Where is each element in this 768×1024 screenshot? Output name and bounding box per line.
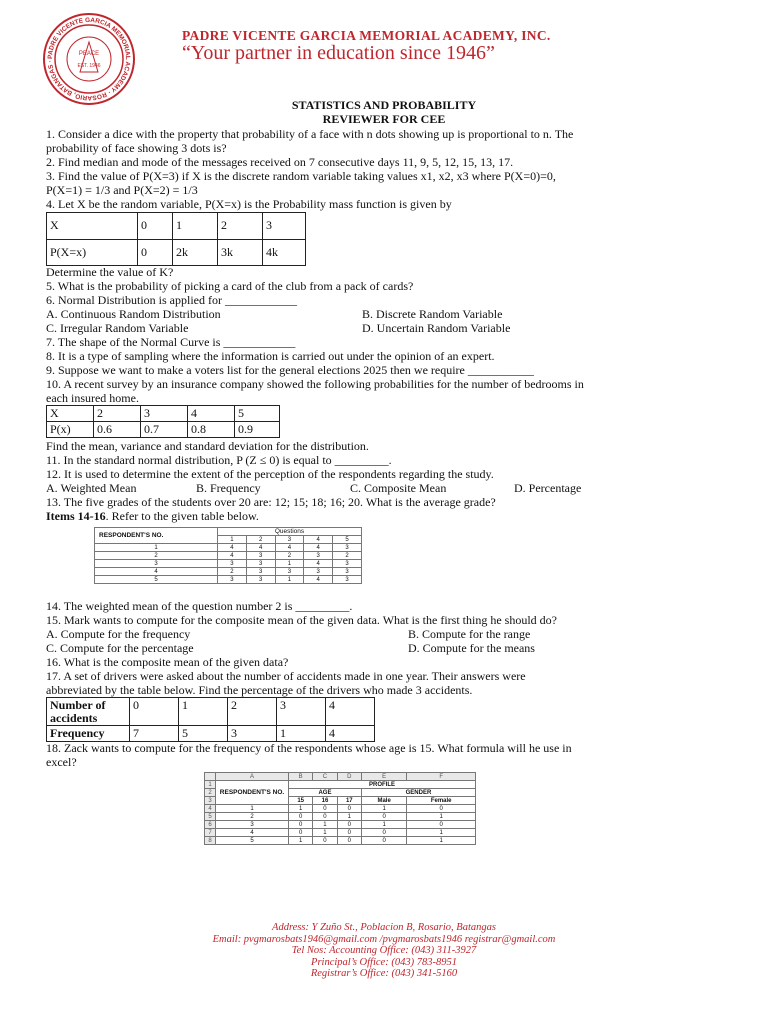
question-2: 2. Find median and mode of the messages received on 7 consecutive days 11, 9, 5, 12, 15, 13, 17.: [46, 155, 514, 169]
table-cell: 1: [173, 213, 218, 240]
question-15: 15. Mark wants to compute for the composite mean of the given data. What is the first thing he should do?: [46, 613, 557, 627]
table-cell: 1: [275, 576, 304, 584]
svg-text:PEACE: PEACE: [78, 51, 100, 57]
question-9: 9. Suppose we want to make a voters list for the general elections 2025 then we require ___________: [46, 363, 534, 377]
table-cell: 2k: [173, 239, 218, 266]
table-cell: 3: [218, 560, 247, 568]
question-8: 8. It is a type of sampling where the information is carried out under the opinion of an expert.: [46, 349, 495, 363]
table-cell: 1: [361, 805, 406, 813]
question-10-followup: Find the mean, variance and standard deviation for the distribution.: [46, 439, 369, 453]
question-18-line-1: 18. Zack wants to compute for the frequency of the respondents whose age is 15. What formula will he use in: [46, 741, 572, 755]
table-cell: 2: [228, 698, 277, 726]
row-number: 5: [205, 813, 216, 821]
table-header: RESPONDENT'S NO.: [95, 528, 218, 544]
table-header: RESPONDENT'S NO.: [216, 781, 289, 805]
table-cell: P(X=x): [47, 239, 138, 266]
table-cell: 0: [289, 821, 313, 829]
table-cell: 3k: [218, 239, 263, 266]
table-cell: 0: [407, 821, 476, 829]
respondents-questions-table: [94, 527, 362, 584]
table-header: Frequency: [47, 726, 130, 742]
question-1-line-2: probability of face showing 3 dots is?: [46, 141, 227, 155]
row-number: 1: [205, 781, 216, 789]
table-cell: 2: [218, 213, 263, 240]
column-letter: E: [361, 773, 406, 781]
table-cell: 3: [333, 560, 362, 568]
table-cell: 0: [337, 837, 361, 845]
table-cell: 4: [326, 698, 375, 726]
table-cell: 1: [407, 837, 476, 845]
question-11: 11. In the standard normal distribution, P (Z ≤ 0) is equal to _________.: [46, 453, 392, 467]
footer-address: Address: Y Zuño St., Poblacion B, Rosario, Batangas: [272, 922, 496, 933]
question-10-line-2: each insured home.: [46, 391, 139, 405]
table-cell: 3: [246, 560, 275, 568]
table-cell: 3: [141, 406, 188, 422]
school-seal-logo: [42, 12, 136, 106]
table-cell: 2: [95, 552, 218, 560]
items-14-16-intro: [46, 509, 259, 523]
table-cell: 0: [337, 821, 361, 829]
footer-contact: [0, 922, 768, 980]
table-cell: 4: [188, 406, 235, 422]
table-cell: 4: [218, 552, 247, 560]
table-cell: P(x): [47, 422, 94, 438]
table-cell: 0: [138, 213, 173, 240]
table-header: [47, 698, 130, 726]
document-subtitle: REVIEWER FOR CEE: [322, 112, 446, 126]
items-instruction: . Refer to the given table below.: [105, 509, 259, 523]
table-cell: 0.6: [94, 422, 141, 438]
table-header: PROFILE: [289, 781, 476, 789]
question-15-option-b: B. Compute for the range: [408, 627, 531, 641]
question-6-option-c: C. Irregular Random Variable: [46, 321, 189, 335]
accidents-table: [46, 697, 375, 742]
table-cell: 1: [313, 829, 337, 837]
question-14: 14. The weighted mean of the question number 2 is _________.: [46, 599, 353, 613]
table-cell: 0: [361, 829, 406, 837]
footer-email: Email: pvgmarosbats1946@gmail.com /pvgmarosbats1946 registrar@gmail.com: [212, 933, 556, 945]
question-12-option-d: D. Percentage: [514, 481, 582, 495]
column-letter: F: [407, 773, 476, 781]
table-header: 16: [313, 797, 337, 805]
table-cell: 3: [246, 552, 275, 560]
table-cell: 4: [326, 726, 375, 742]
table-cell: 2: [246, 536, 275, 544]
question-6-option-a: A. Continuous Random Distribution: [46, 307, 221, 321]
table-cell: 4: [275, 544, 304, 552]
document-title: STATISTICS AND PROBABILITY: [291, 98, 477, 112]
table-cell: 3: [275, 536, 304, 544]
column-letter: A: [216, 773, 289, 781]
table-cell: 4k: [263, 239, 306, 266]
table-cell: 1: [289, 805, 313, 813]
table-cell: 2: [333, 552, 362, 560]
question-17-line-2: abbreviated by the table below. Find the percentage of the drivers who made 3 accidents.: [46, 683, 473, 697]
table-cell: 1: [216, 805, 289, 813]
question-5: 5. What is the probability of picking a card of the club from a pack of cards?: [46, 279, 414, 293]
table-cell: 3: [246, 568, 275, 576]
table-header: Questions: [218, 528, 362, 536]
question-12: 12. It is used to determine the extent of the perception of the respondents regarding the study.: [46, 467, 494, 481]
table-cell: 2: [275, 552, 304, 560]
question-15-option-a: A. Compute for the frequency: [46, 627, 191, 641]
table-cell: X: [47, 406, 94, 422]
question-15-option-c: C. Compute for the percentage: [46, 641, 194, 655]
table-cell: 3: [218, 576, 247, 584]
table-cell: 5: [333, 536, 362, 544]
footer-registrar-phone: Registrar’s Office: (043) 341-5160: [310, 968, 458, 980]
row-number: 4: [205, 805, 216, 813]
table-cell: 1: [218, 536, 247, 544]
table-cell: 4: [95, 568, 218, 576]
table-cell: 0: [289, 813, 313, 821]
table-header: Male: [361, 797, 406, 805]
table-cell: 3: [304, 552, 333, 560]
table-cell: 4: [304, 536, 333, 544]
table-cell: 3: [246, 576, 275, 584]
footer-principal-phone: Principal’s Office: (043) 783-8951: [311, 956, 457, 968]
table-cell: 0: [361, 837, 406, 845]
table-cell: 1: [313, 821, 337, 829]
question-12-option-a: A. Weighted Mean: [46, 481, 137, 495]
table-cell: 3: [263, 213, 306, 240]
table-cell: 5: [216, 837, 289, 845]
table-cell: 1: [275, 560, 304, 568]
table-header: 15: [289, 797, 313, 805]
table-cell: X: [47, 213, 138, 240]
table-cell: 0: [138, 239, 173, 266]
question-6-option-b: B. Discrete Random Variable: [362, 307, 503, 321]
table-cell: 3: [95, 560, 218, 568]
table-cell: 1: [407, 813, 476, 821]
question-18-line-2: excel?: [46, 755, 77, 769]
table-cell: 3: [228, 726, 277, 742]
table-cell: 4: [304, 560, 333, 568]
table-cell: 0.9: [235, 422, 280, 438]
items-label: Items 14-16: [46, 509, 106, 523]
table-cell: 1: [361, 821, 406, 829]
table-cell: 2: [216, 813, 289, 821]
question-4-followup: Determine the value of K?: [46, 265, 174, 279]
table-header: GENDER: [361, 789, 475, 797]
question-12-option-c: C. Composite Mean: [350, 481, 447, 495]
table-cell: 3: [333, 544, 362, 552]
column-letter: B: [289, 773, 313, 781]
question-4: 4. Let X be the random variable, P(X=x) is the Probability mass function is given by: [46, 197, 452, 211]
table-cell: 0.7: [141, 422, 188, 438]
question-1-line-1: 1. Consider a dice with the property that probability of a face with n dots showing up is proportional to n. The: [46, 127, 574, 141]
excel-profile-table: [204, 772, 476, 845]
header-line: Number of: [50, 697, 106, 712]
probability-table: [46, 405, 280, 438]
table-header: AGE: [289, 789, 362, 797]
header-line: accidents: [50, 710, 98, 725]
table-cell: 0: [313, 805, 337, 813]
table-cell: 1: [407, 829, 476, 837]
table-cell: 5: [95, 576, 218, 584]
question-7: 7. The shape of the Normal Curve is ____________: [46, 335, 296, 349]
question-6: 6. Normal Distribution is applied for ____________: [46, 293, 297, 307]
table-cell: 1: [289, 837, 313, 845]
question-12-option-b: B. Frequency: [196, 481, 261, 495]
table-cell: 1: [337, 813, 361, 821]
table-cell: 0: [361, 813, 406, 821]
table-cell: 3: [333, 576, 362, 584]
table-cell: 3: [216, 821, 289, 829]
table-cell: 0: [407, 805, 476, 813]
column-letter: D: [337, 773, 361, 781]
table-cell: 4: [216, 829, 289, 837]
question-3-line-2: P(X=1) = 1/3 and P(X=2) = 1/3: [46, 183, 198, 197]
corner-cell: [205, 773, 216, 781]
table-cell: 2: [218, 568, 247, 576]
table-cell: 0: [337, 829, 361, 837]
table-cell: 4: [304, 544, 333, 552]
row-number: 6: [205, 821, 216, 829]
table-cell: 1: [95, 544, 218, 552]
question-13: 13. The five grades of the students over 20 are: 12; 15; 18; 16; 20. What is the average grade?: [46, 495, 496, 509]
table-cell: 0: [289, 829, 313, 837]
table-cell: 1: [277, 726, 326, 742]
school-name: PADRE VICENTE GARCIA MEMORIAL ACADEMY, INC.: [182, 28, 551, 43]
table-cell: 7: [130, 726, 179, 742]
question-3-line-1: 3. Find the value of P(X=3) if X is the discrete random variable taking values x1, x2, x3 where P(X=0)=0,: [46, 169, 556, 183]
table-cell: 0: [313, 837, 337, 845]
table-cell: 3: [275, 568, 304, 576]
table-cell: 0: [130, 698, 179, 726]
row-number: 3: [205, 797, 216, 805]
table-cell: 3: [277, 698, 326, 726]
pmf-table: [46, 212, 306, 266]
question-10-line-1: 10. A recent survey by an insurance company showed the following probabilities for the number of bedrooms in: [46, 377, 584, 391]
svg-text:EST. 1946: EST. 1946: [77, 63, 101, 69]
school-tagline: “Your partner in education since 1946”: [182, 42, 495, 64]
table-cell: 0: [313, 813, 337, 821]
table-cell: 0.8: [188, 422, 235, 438]
table-cell: 5: [235, 406, 280, 422]
table-header: 17: [337, 797, 361, 805]
svg-text:PADRE VICENTE GARCIA MEMORIAL: PADRE VICENTE GARCIA MEMORIAL ACADEMY · ROSARIO, BATANGAS ·: [46, 16, 132, 102]
row-number: 8: [205, 837, 216, 845]
row-number: 2: [205, 789, 216, 797]
table-cell: 3: [304, 568, 333, 576]
table-cell: 1: [179, 698, 228, 726]
table-cell: 3: [333, 568, 362, 576]
table-header: Female: [407, 797, 476, 805]
question-15-option-d: D. Compute for the means: [408, 641, 535, 655]
question-16: 16. What is the composite mean of the given data?: [46, 655, 289, 669]
table-cell: 0: [337, 805, 361, 813]
table-cell: 4: [246, 544, 275, 552]
footer-accounting-phone: Tel Nos: Accounting Office: (043) 311-3927: [291, 945, 477, 957]
table-cell: 4: [218, 544, 247, 552]
question-17-line-1: 17. A set of drivers were asked about the number of accidents made in one year. Their answers were: [46, 669, 526, 683]
column-letter: C: [313, 773, 337, 781]
table-cell: 4: [304, 576, 333, 584]
question-6-option-d: D. Uncertain Random Variable: [362, 321, 511, 335]
table-cell: 2: [94, 406, 141, 422]
table-cell: 5: [179, 726, 228, 742]
row-number: 7: [205, 829, 216, 837]
